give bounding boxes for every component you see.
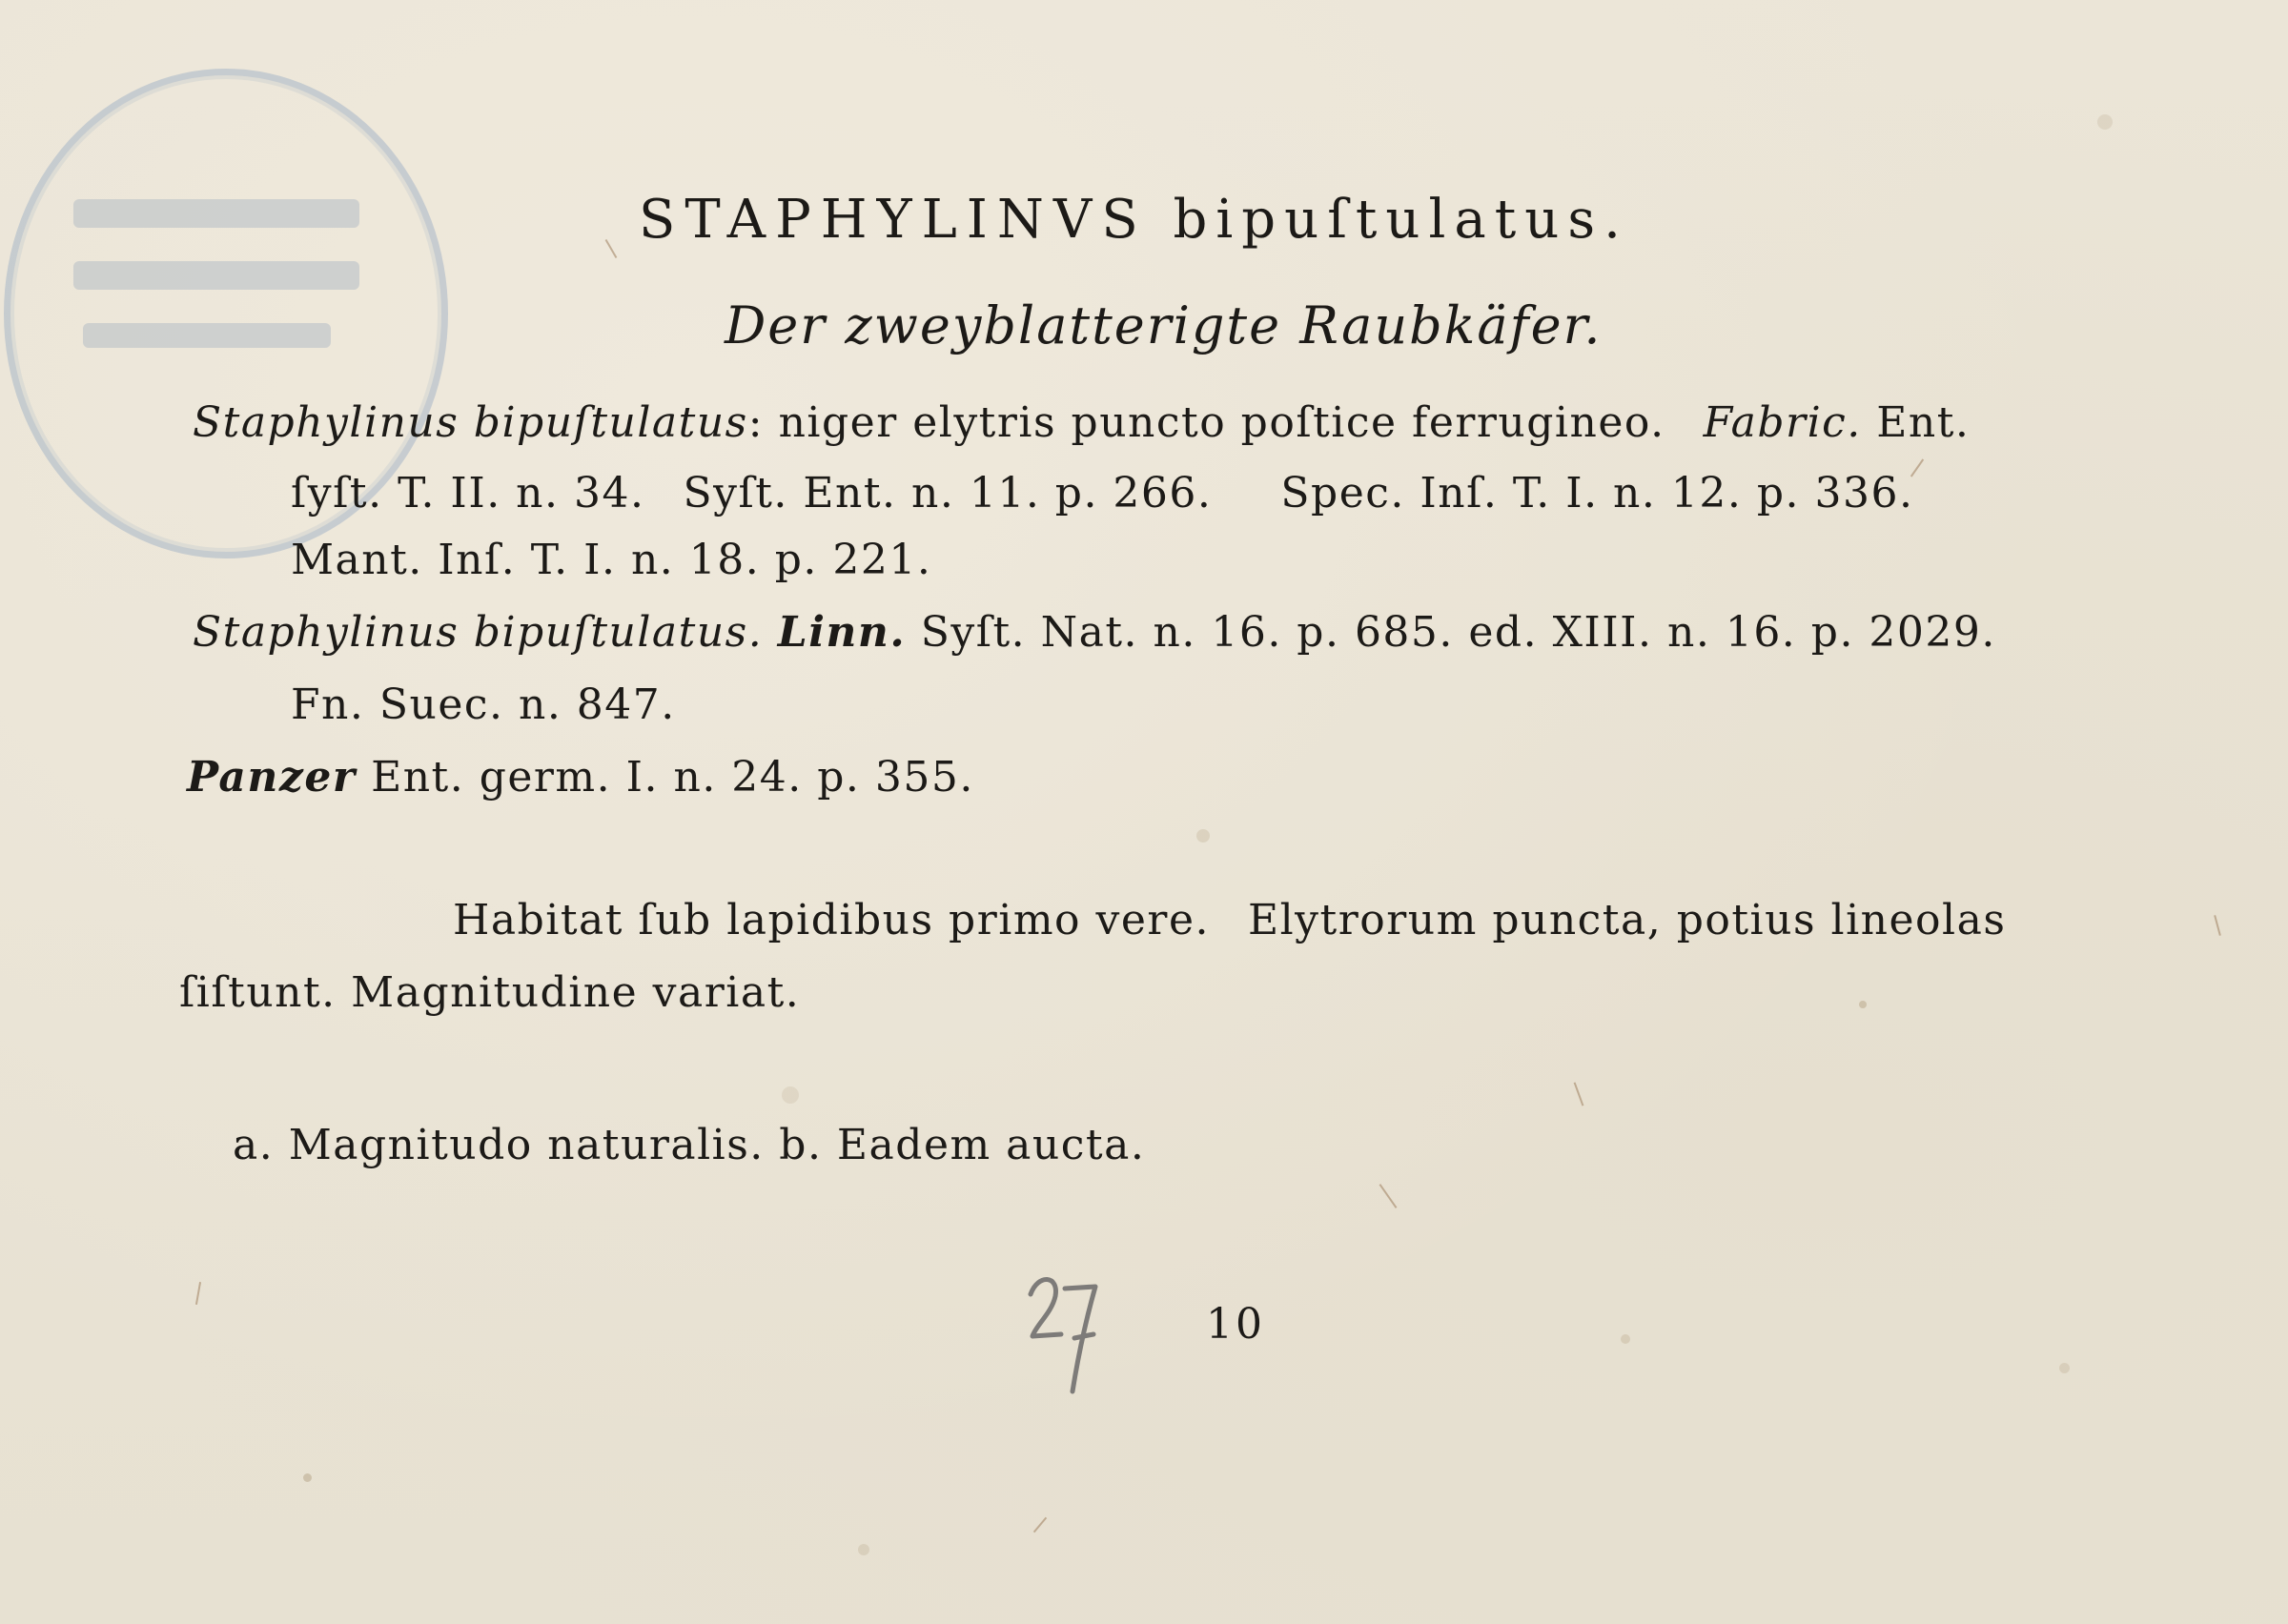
paper-speck: [858, 1544, 869, 1555]
reference-citation: Spec. Inſ. T. I. n. 12. p. 336.: [1280, 469, 1914, 518]
paper-speck: [1196, 829, 1210, 842]
paper-speck: [1859, 1001, 1867, 1008]
figure-caption: a. Magnitudo naturalis. b. Eadem aucta.: [233, 1121, 1146, 1169]
reference-line-3: Mant. Inſ. T. I. n. 18. p. 221.: [291, 536, 932, 584]
reference-author: Linn.: [777, 608, 907, 657]
german-common-name: Der zweyblatterigte Raubkäfer.: [725, 295, 1603, 355]
paper-fiber: [195, 1282, 201, 1305]
paper-fiber: [2214, 915, 2221, 936]
reference-author: Panzer: [187, 753, 357, 802]
habitat-line-1: [453, 896, 2006, 944]
reference-line-1: [193, 398, 1970, 447]
reference-line-2: [291, 469, 1913, 518]
reference-work: Ent.: [1876, 398, 1971, 447]
habitat-line-2: ſiſtunt. Magnitudine variat.: [179, 968, 801, 1017]
paper-fiber: [1379, 1184, 1398, 1208]
reference-line-4: [193, 608, 1996, 657]
reference-citation: Syſt. Nat. n. 16. p. 685. ed. XIII. n. 16. p. 2029.: [920, 608, 1996, 657]
paper-speck: [782, 1086, 799, 1104]
page-number: 10: [1206, 1300, 1265, 1349]
paper-fiber: [1033, 1517, 1047, 1533]
paper-fiber: [1574, 1082, 1584, 1106]
reference-citation: Ent. germ. I. n. 24. p. 355.: [371, 753, 974, 802]
pencil-marks: [1025, 1268, 1111, 1401]
paper-speck: [2059, 1363, 2070, 1373]
reference-taxon: Staphylinus bipuſtulatus.: [193, 608, 764, 657]
reference-taxon: Staphylinus bipuſtulatus: [193, 398, 748, 447]
habitat-text: Elytrorum puncta, potius lineolas: [1247, 896, 2007, 944]
species-name: bipuſtulatus.: [1173, 189, 1629, 251]
paper-fiber: [605, 239, 618, 258]
paper-speck: [2097, 114, 2113, 130]
handwritten-pencil-note: [1025, 1268, 1111, 1401]
reference-citation: ſyſt. T. II. n. 34.: [291, 469, 645, 518]
reference-line-6: [187, 753, 974, 802]
paper-speck: [1621, 1334, 1630, 1344]
reference-author: Fabric.: [1703, 398, 1862, 447]
reference-line-5: Fn. Suec. n. 847.: [291, 680, 676, 729]
reference-description: : niger elytris puncto poſtice ferrugineo.: [747, 398, 1665, 447]
species-heading: [639, 189, 1629, 251]
genus-name: STAPHYLINVS: [639, 189, 1148, 251]
reference-citation: Syſt. Ent. n. 11. p. 266.: [683, 469, 1213, 518]
paper-speck: [303, 1473, 312, 1482]
stamp-lettering-marks: [54, 180, 398, 361]
habitat-text: Habitat ſub lapidibus primo vere.: [453, 896, 1210, 944]
